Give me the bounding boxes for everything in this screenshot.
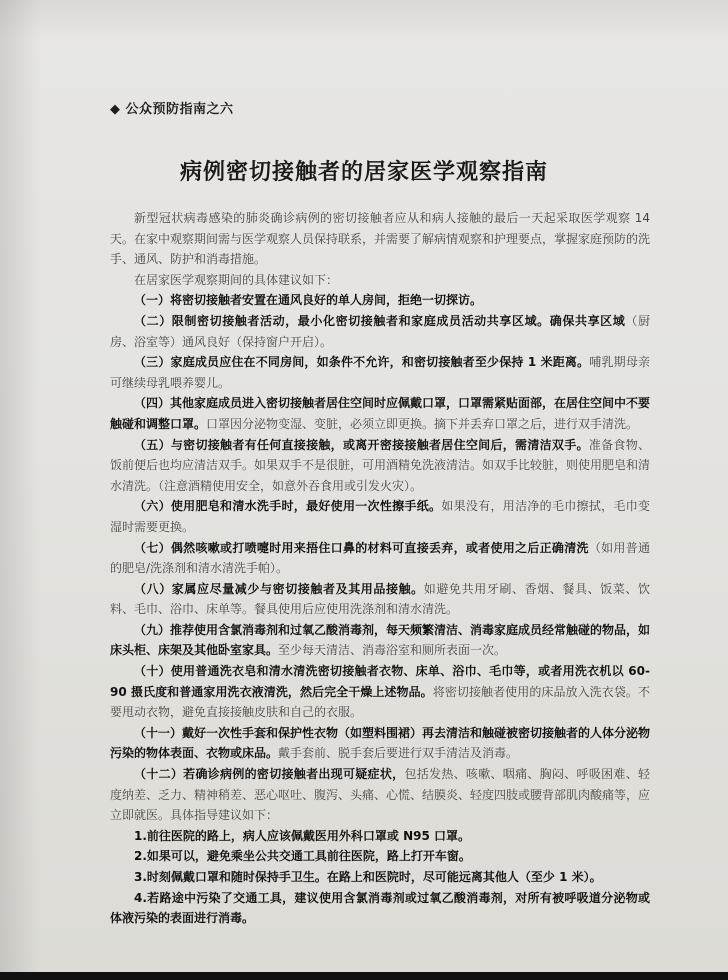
series-label: ◆ 公众预防指南之六	[110, 102, 234, 117]
item-4-bold: （四）其他家庭成员进入密切接触者居住空间时应佩戴口罩，口罩需紧贴面部，在居住空间中不要触碰和调整口罩。	[110, 396, 651, 431]
item-12-bold: （十二）若确诊病例的密切接触者出现可疑症状，	[134, 767, 405, 782]
item-8	[110, 579, 650, 620]
item-6	[110, 496, 650, 537]
item-3	[110, 352, 650, 393]
intro-lead: 在居家医学观察期间的具体建议如下：	[134, 272, 339, 287]
item-8-bold: （八）家属应尽量减少与密切接触者及其用品接触。	[134, 581, 424, 596]
page-shadow-top	[0, 0, 728, 40]
item-9-bold: （九）推荐使用含氯消毒剂和过氧乙酸消毒剂，每天频繁清洁、消毒家庭成员经常触碰的物品，如床头柜、床架及其他卧室家具。	[110, 622, 651, 658]
item-1-bold: （一）将密切接触者安置在通风良好的单人房间，拒绝一切探访。	[134, 293, 483, 308]
item-11-text: 戴手套前、脱手套后要进行双手清洁及消毒。	[278, 746, 519, 761]
item-3-bold: （三）家庭成员应住在不同房间，如条件不允许，和密切接触者至少保持 1 米距离。	[134, 355, 590, 370]
item-6-text: 如果没有，用洁净的毛巾擦拭，毛巾变湿时需要更换。	[110, 499, 650, 534]
item-11	[110, 723, 650, 764]
item-9	[110, 620, 650, 661]
item-5-text: 准备食物、饭前便后也均应清洁双手。如果双手不是很脏，可用酒精免洗液清洁。如双手比较脏，则使用肥皂和清水清洗。（注意酒精使用安全，如意外吞食用或引发火灾）。	[110, 437, 651, 493]
item-4-text: 口罩因分泌物变湿、变脏，必须立即更换。摘下并丢弃口罩之后，进行双手清洗。	[206, 416, 639, 431]
item-7	[110, 538, 650, 579]
item-4	[110, 393, 650, 434]
page-shadow-left	[0, 0, 40, 972]
item-5	[110, 435, 650, 497]
item-9-text: 至少每天清洁、消毒浴室和厕所表面一次。	[278, 643, 507, 658]
subitem-2: 2.如果可以，避免乘坐公共交通工具前往医院，路上打开车窗。	[134, 849, 471, 864]
item-7-bold: （七）偶然咳嗽或打喷嚏时用来捂住口鼻的材料可直接丢弃，或者使用之后正确清洗	[134, 540, 589, 555]
item-7-text: （如用普通的肥皂/洗涤剂和清水清洗手帕）。	[110, 540, 650, 576]
item-2	[110, 311, 650, 352]
item-1	[110, 290, 650, 311]
item-11-bold: （十一）戴好一次性手套和保护性衣物（如塑料围裙）再去清洁和触碰被密切接触者的人体分泌物污染的物体表面、衣物或床品。	[110, 725, 651, 761]
item-12-text: 包括发热、咳嗽、咽痛、胸闷、呼吸困难、轻度纳差、乏力、精神稍差、恶心呕吐、腹泻、头痛、心慌、结膜炎、轻度四肢或腰背部肌肉酸痛等，应立即就医。具体指导建议如下：	[110, 767, 651, 823]
subitem-3: 3.时刻佩戴口罩和随时保持手卫生。在路上和医院时，尽可能远离其他人（至少 1 米）。	[134, 870, 602, 884]
item-12	[110, 764, 650, 826]
item-5-bold: （五）与密切接触者有任何直接接触，或离开密接接触者居住空间后，需清洁双手。	[134, 437, 589, 452]
item-2-bold: （二）限制密切接触者活动，最小化密切接触者和家庭成员活动共享区域。确保共享区域	[134, 313, 626, 328]
item-10-text: 将密切接触者使用的床品放入洗衣袋。不要甩动衣物，避免直接接触皮肤和自己的衣服。	[110, 684, 650, 720]
item-6-bold: （六）使用肥皂和清水洗手时，最好使用一次性擦手纸。	[134, 499, 442, 514]
subitem-1: 1.前往医院的路上，病人应该佩戴医用外科口罩或 N95 口罩。	[134, 828, 471, 843]
bottom-edge	[0, 972, 728, 980]
item-3-text: 哺乳期母亲可继续母乳喂养婴儿。	[110, 355, 650, 390]
item-10-bold: （十）使用普通洗衣皂和清水清洗密切接触者衣物、床单、浴巾、毛巾等，或者用洗衣机以 60-90 摄氏度和普通家用洗衣液清洗，然后完全干燥上述物品。	[110, 664, 650, 699]
intro-paragraph: 新型冠状病毒感染的肺炎确诊病例的密切接触者应从和病人接触的最后一天起采取医学观察 14 天。在家中观察期间需与医学观察人员保持联系，并需要了解病情观察和护理要点，掌握家庭预防的洗手、通风、防护和消毒措施。	[110, 211, 651, 267]
document-body	[110, 208, 650, 929]
item-10	[110, 661, 650, 723]
item-2-text: （厨房、浴室等）通风良好（保持窗户开启）。	[110, 313, 650, 349]
item-8-text: 如避免共用牙刷、香烟、餐具、饭菜、饮料、毛巾、浴巾、床单等。餐具使用后应使用洗涤剂和清水清洗。	[110, 581, 650, 617]
document-title: 病例密切接触者的居家医学观察指南	[179, 159, 548, 185]
subitem-4: 4.若路途中污染了交通工具，建议使用含氯消毒剂或过氧乙酸消毒剂，对所有被呼吸道分泌物或体液污染的表面进行消毒。	[110, 890, 650, 926]
